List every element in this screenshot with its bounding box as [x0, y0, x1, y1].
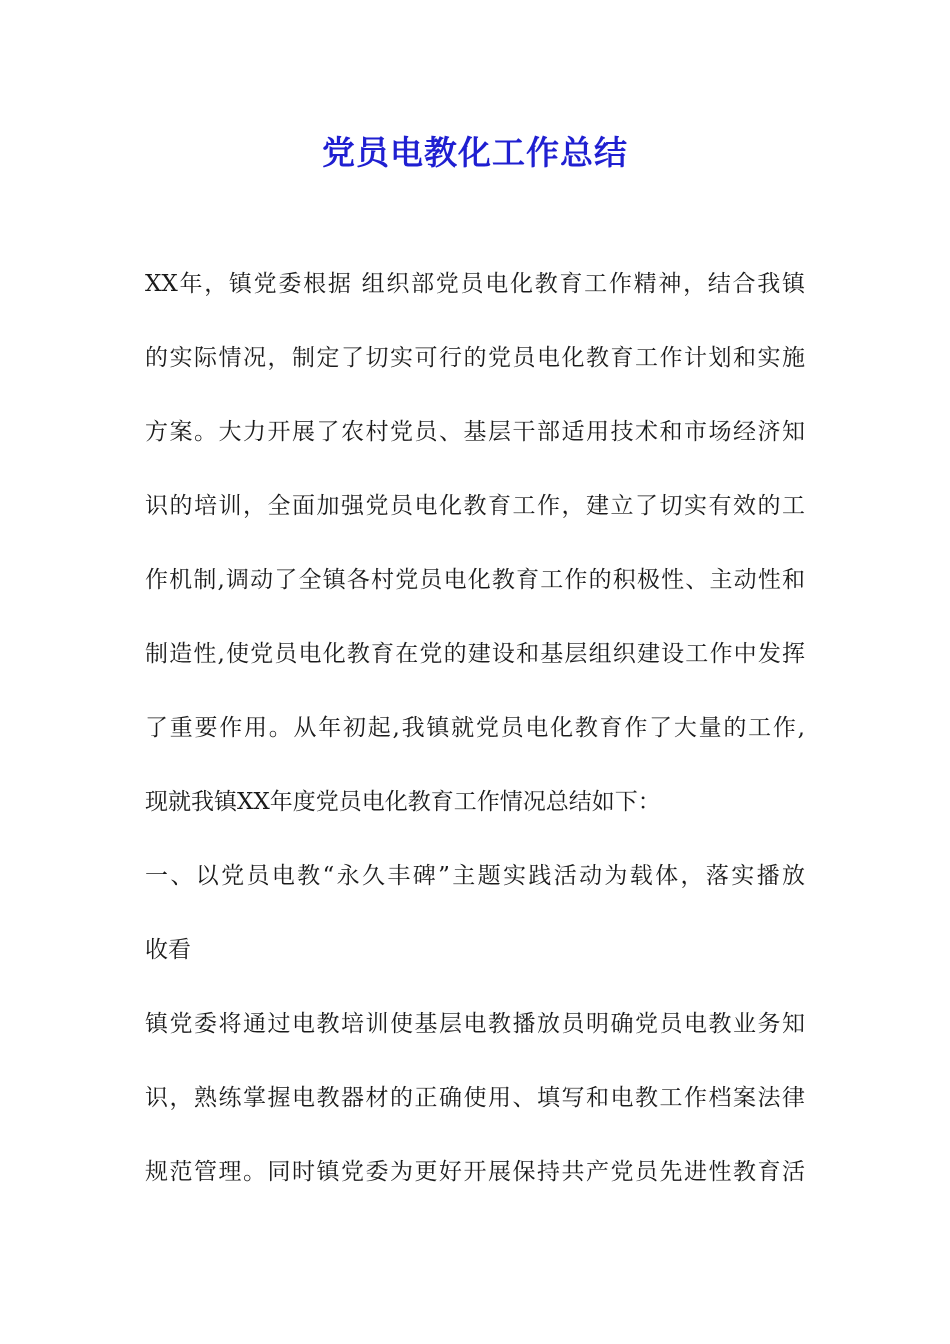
paragraph-line: XX年，镇党委根据 组织部党员电化教育工作精神，结合我镇: [145, 271, 805, 297]
paragraph-line: 识的培训，全面加强党员电化教育工作，建立了切实有效的工: [145, 493, 805, 519]
section-heading-line: 一、以党员电教“永久丰碑”主题实践活动为载体，落实播放: [145, 863, 805, 889]
paragraph-line: 识，熟练掌握电教器材的正确使用、填写和电教工作档案法律: [145, 1085, 805, 1111]
paragraph-line: 作机制,调动了全镇各村党员电化教育工作的积极性、主动性和: [145, 567, 805, 593]
paragraph-line: 的实际情况，制定了切实可行的党员电化教育工作计划和实施: [145, 345, 805, 371]
paragraph-line: 制造性,使党员电化教育在党的建设和基层组织建设工作中发挥: [145, 641, 805, 667]
paragraph-line: 镇党委将通过电教培训使基层电教播放员明确党员电教业务知: [145, 1011, 805, 1037]
paragraph-line: 方案。大力开展了农村党员、基层干部适用技术和市场经济知: [145, 419, 805, 445]
section-heading-line: 收看: [145, 937, 191, 963]
paragraph-line: 了重要作用。从年初起,我镇就党员电化教育作了大量的工作,: [145, 715, 805, 741]
document-title: 党员电教化工作总结: [322, 133, 628, 172]
paragraph-line: 规范管理。同时镇党委为更好开展保持共产党员先进性教育活: [145, 1159, 805, 1185]
paragraph-line: 现就我镇XX年度党员电化教育工作情况总结如下：: [145, 789, 661, 815]
